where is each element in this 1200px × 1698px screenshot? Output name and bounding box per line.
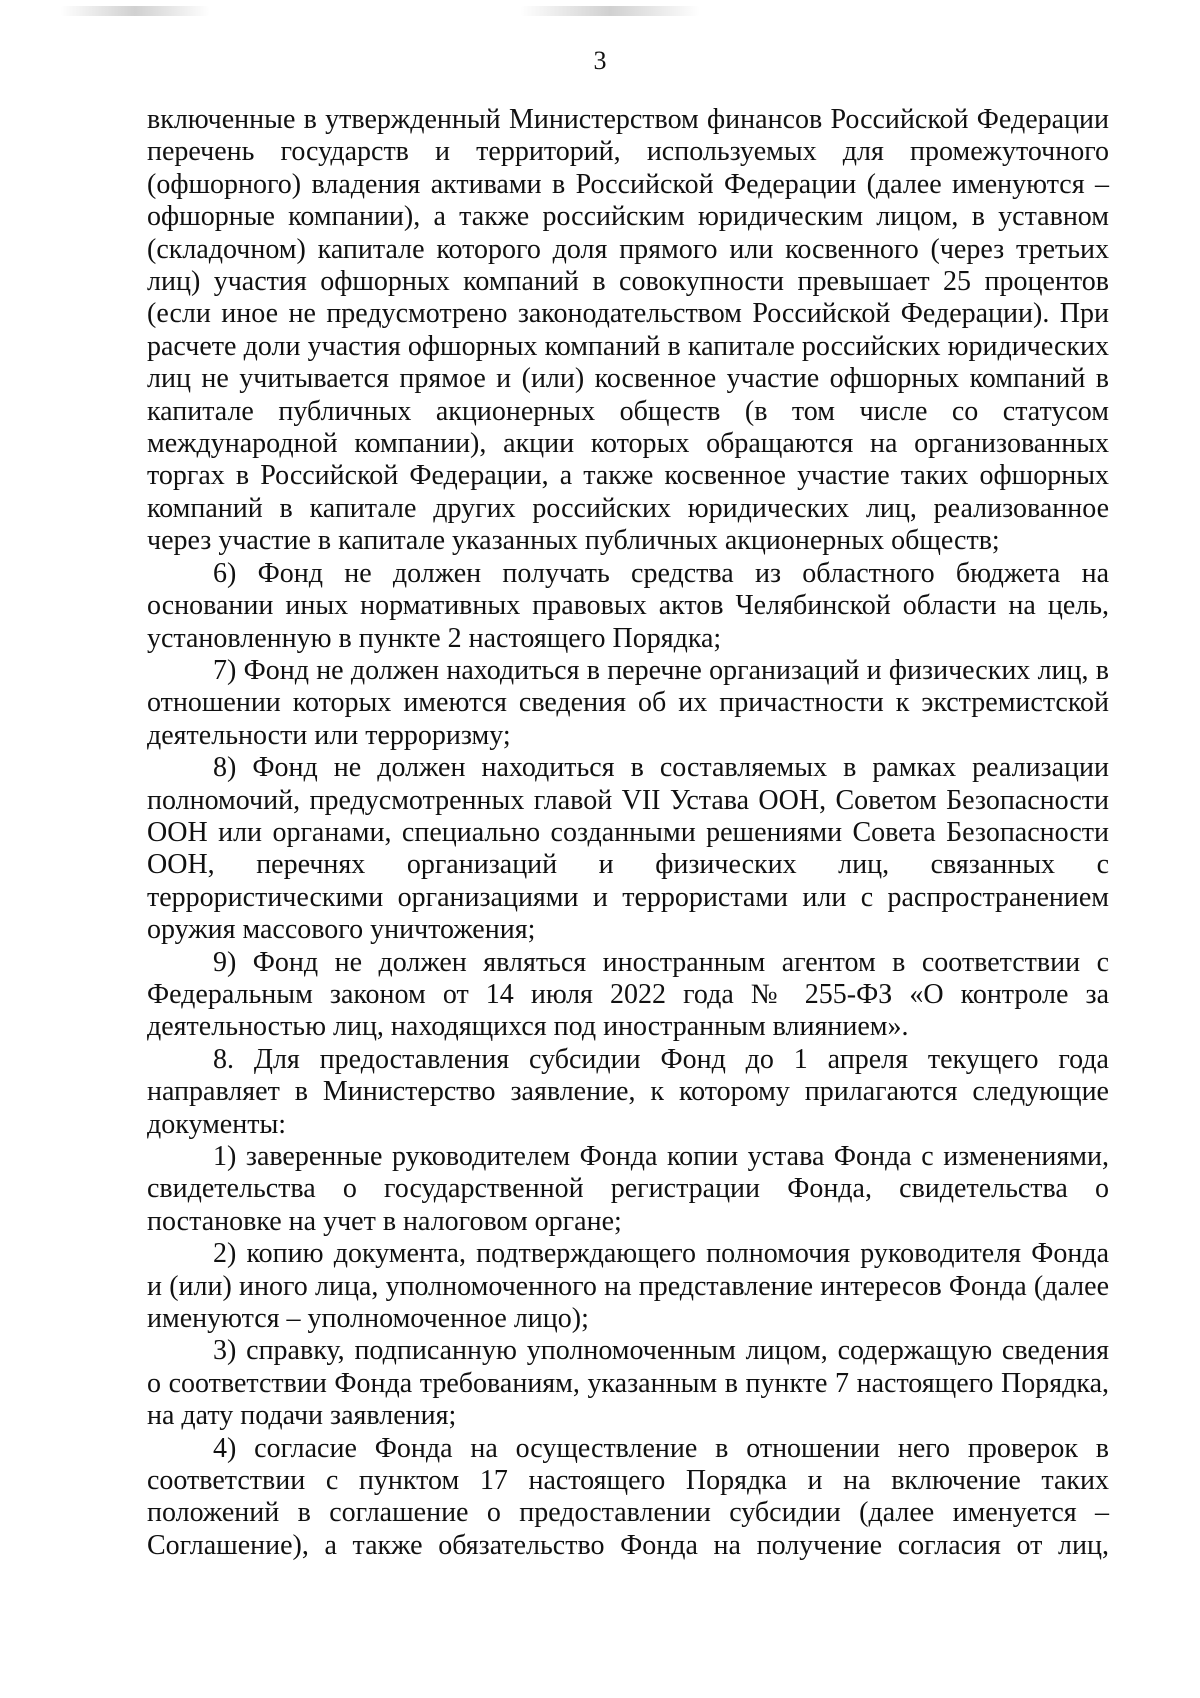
paragraph-continuation: включенные в утвержденный Министерством финансов Российской Федерации перечень государств и территорий, используемых для промежуточного (офшорного) владения активами в Российской Федерации (далее именуются – офшорные компании), а также российским юридическим лицом, в уставном (складочном) капитале которого доля прямого или косвенного (через третьих лиц) участия офшорных компаний в совокупности превышает 25 процентов (если иное не предусмотрено законодательством Российской Федерации). При расчете доли участия офшорных компаний в капитале российских юридических лиц не учитывается прямое и (или) косвенное участие офшорных компаний в капитале публичных акционерных обществ (в том числе со статусом международной компании), акции которых обращаются на организованных торгах в Российской Федерации, а также косвенное участие таких офшорных компаний в капитале других российских юридических лиц, реализованное через участие в капитале указанных публичных акционерных обществ; — [147, 104, 1109, 557]
scan-artifact — [520, 6, 700, 16]
paragraph-doc-item-4: 4) согласие Фонда на осуществление в отношении него проверок в соответствии с пунктом 17 настоящего Порядка и на включение таких положений в соглашение о предоставлении субсидии (далее именуется – Соглашение), а также обязательство Фонда на получение согласия от лиц, — [147, 1432, 1109, 1561]
document-body — [147, 104, 1109, 1562]
paragraph-item-9: 9) Фонд не должен являться иностранным агентом в соответствии с Федеральным законом от 14 июля 2022 года № 255-ФЗ «О контроле за деятельностью лиц, находящихся под иностранным влиянием». — [147, 946, 1109, 1043]
paragraph-item-8: 8) Фонд не должен находиться в составляемых в рамках реализации полномочий, предусмотренных главой VII Устава ООН, Советом Безопасности ООН или органами, специально созданными решениями Совета Безопасности ООН, перечнях организаций и физических лиц, связанных с террористическими организациями и террористами или с распространением оружия массового уничтожения; — [147, 752, 1109, 946]
page-number: 3 — [593, 46, 607, 75]
paragraph-doc-item-2: 2) копию документа, подтверждающего полномочия руководителя Фонда и (или) иного лица, уполномоченного на представление интересов Фонда (далее именуются – уполномоченное лицо); — [147, 1238, 1109, 1335]
scan-artifact — [60, 6, 210, 16]
paragraph-doc-item-3: 3) справку, подписанную уполномоченным лицом, содержащую сведения о соответствии Фонда требованиям, указанным в пункте 7 настоящего Порядка, на дату подачи заявления; — [147, 1335, 1109, 1432]
paragraph-section-8: 8. Для предоставления субсидии Фонд до 1 апреля текущего года направляет в Министерство заявление, к которому прилагаются следующие документы: — [147, 1043, 1109, 1140]
paragraph-item-7: 7) Фонд не должен находиться в перечне организаций и физических лиц, в отношении которых имеются сведения об их причастности к экстремистской деятельности или терроризму; — [147, 654, 1109, 751]
paragraph-doc-item-1: 1) заверенные руководителем Фонда копии устава Фонда с изменениями, свидетельства о государственной регистрации Фонда, свидетельства о постановке на учет в налоговом органе; — [147, 1141, 1109, 1237]
paragraph-item-6: 6) Фонд не должен получать средства из областного бюджета на основании иных нормативных правовых актов Челябинской области на цель, установленную в пункте 2 настоящего Порядка; — [147, 557, 1109, 654]
